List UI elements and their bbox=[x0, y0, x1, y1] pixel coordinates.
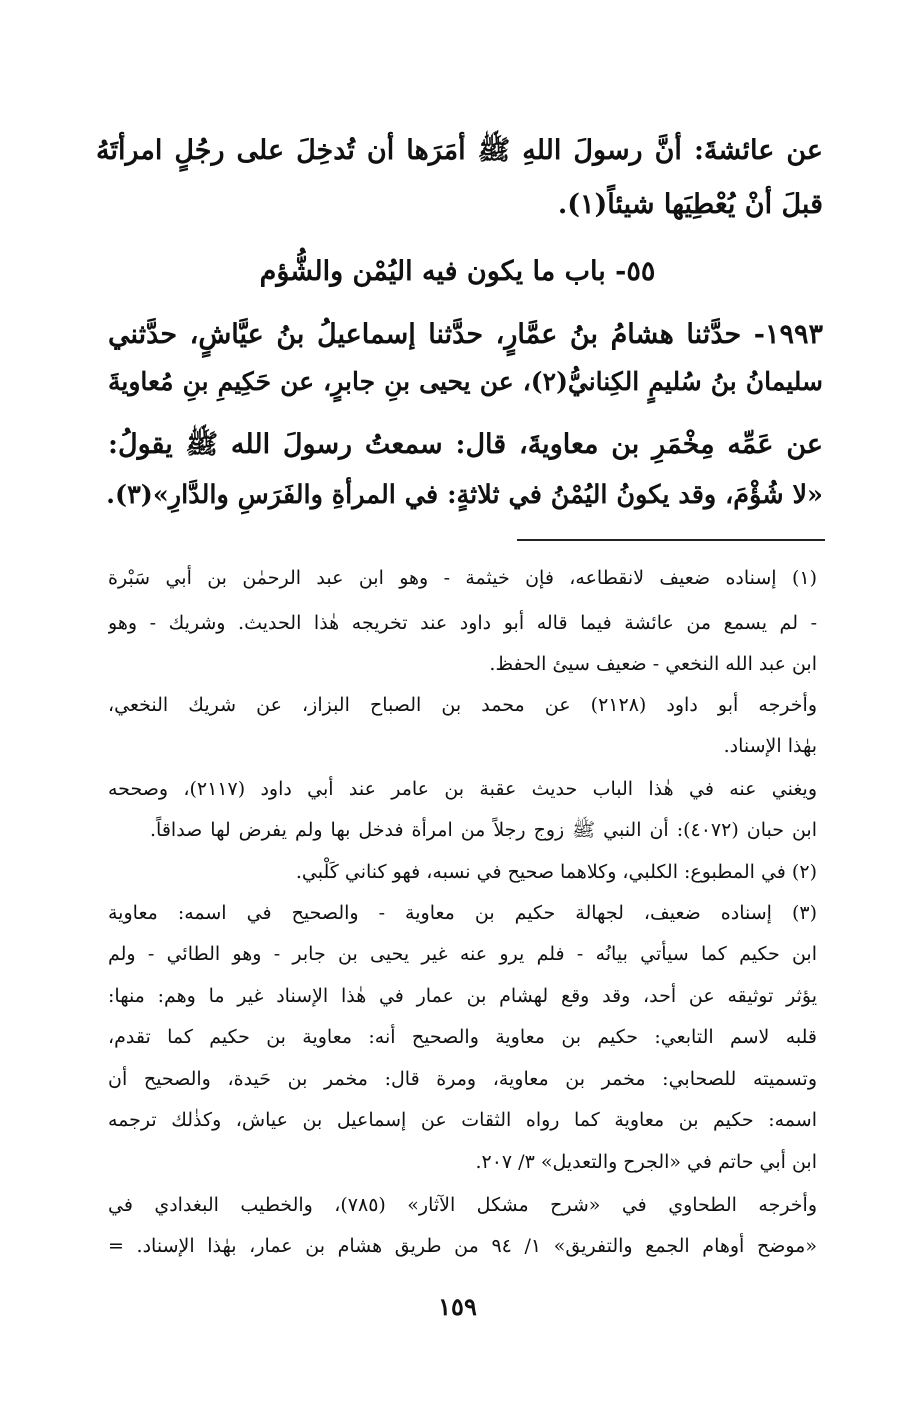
hadith-text-line: «لا شُؤْمَ، وقد يكونُ اليُمْنُ في ثلاثةٍ: في المرأةِ والفَرَسِ والدَّارِ»(٣). bbox=[106, 480, 823, 510]
footnote-line: يؤثر توثيقه عن أحد، وقد وقع لهشام بن عمار في هٰذا الإسناد غير ما وهم: منها: bbox=[108, 985, 817, 1007]
footnote-line: ويغني عنه في هٰذا الباب حديث عقبة بن عامر عند أبي داود (٢١١٧)، وصححه bbox=[108, 778, 817, 800]
footnote-line: ابن أبي حاتم في «الجرح والتعديل» ٣/ ٢٠٧. bbox=[475, 1151, 817, 1173]
hadith-text-line: سليمانُ بنُ سُليمٍ الكِنانيُّ(٢)، عن يحيى بنِ جابرٍ، عن حَكِيمِ بنِ مُعاويةَ bbox=[108, 367, 823, 396]
footnote-line: ابن حكيم كما سيأتي بيانُه - فلم يرو عنه غير يحيى بن جابر - وهو الطائي - ولم bbox=[108, 943, 817, 965]
footnote-line: وأخرجه أبو داود (٢١٢٨) عن محمد بن الصباح البزاز، عن شريك النخعي، bbox=[108, 694, 817, 716]
hadith-text-line: عن عَمِّه مِخْمَرِ بن معاويةَ، قال: سمعتُ رسولَ الله ﷺ يقولُ: bbox=[108, 429, 823, 460]
main-text-line: عن عائشةَ: أنَّ رسولَ اللهِ ﷺ أمَرَها أن تُدخِلَ على رجُلٍ امرأتَهُ bbox=[96, 135, 823, 166]
hadith-text-line: ١٩٩٣- حدَّثنا هشامُ بنُ عمَّارٍ، حدَّثنا إسماعيلُ بنُ عيَّاشٍ، حدَّثني bbox=[108, 319, 823, 350]
page-number: ١٥٩ bbox=[438, 1292, 477, 1321]
main-text-line: قبلَ أنْ يُعْطِيَها شيئاً(١). bbox=[557, 189, 823, 220]
footnote-line: وأخرجه الطحاوي في «شرح مشكل الآثار» (٧٨٥)، والخطيب البغدادي في bbox=[108, 1194, 817, 1216]
footnote-line: اسمه: حكيم بن معاوية كما رواه الثقات عن إسماعيل بن عياش، وكذٰلك ترجمه bbox=[108, 1109, 817, 1131]
footnote-line: ابن حبان (٤٠٧٢): أن النبي ﷺ زوج رجلاً من امرأة فدخل بها ولم يفرض لها صداقاً. bbox=[150, 819, 817, 841]
footnote-line: (١) إسناده ضعيف لانقطاعه، فإن خيثمة - وهو ابن عبد الرحمٰن بن أبي سَبْرة bbox=[108, 567, 817, 589]
footnote-line: - لم يسمع من عائشة فيما قاله أبو داود عند تخريجه هٰذا الحديث. وشريك - وهو bbox=[108, 612, 817, 634]
footnote-separator bbox=[517, 539, 825, 541]
footnote-line: قلبه لاسم التابعي: حكيم بن معاوية والصحيح أنه: معاوية بن حكيم كما تقدم، bbox=[108, 1026, 817, 1048]
chapter-heading: ٥٥- باب ما يكون فيه اليُمْن والشُّؤم bbox=[259, 256, 656, 287]
footnote-line: وتسميته للصحابي: مخمر بن معاوية، ومرة قال: مخمر بن حَيدة، والصحيح أن bbox=[108, 1068, 817, 1090]
footnote-line: «موضح أوهام الجمع والتفريق» ١/ ٩٤ من طريق هشام بن عمار، بهٰذا الإسناد. = bbox=[108, 1235, 817, 1257]
footnote-line: بهٰذا الإسناد. bbox=[723, 735, 817, 757]
footnote-line: ابن عبد الله النخعي - ضعيف سيئ الحفظ. bbox=[489, 653, 817, 675]
footnote-line: (٢) في المطبوع: الكلبي، وكلاهما صحيح في نسبه، فهو كناني كَلْبي. bbox=[295, 861, 817, 883]
footnote-line: (٣) إسناده ضعيف، لجهالة حكيم بن معاوية - والصحيح في اسمه: معاوية bbox=[108, 902, 817, 924]
